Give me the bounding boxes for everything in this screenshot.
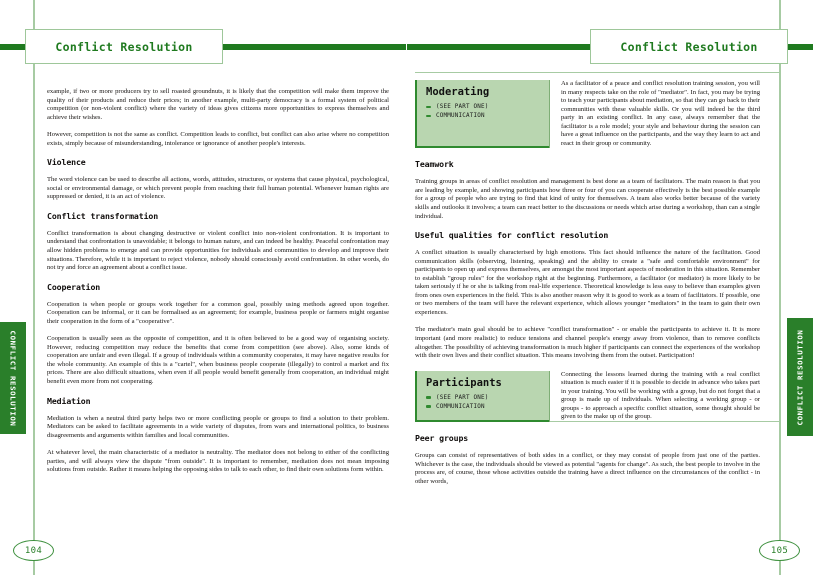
callout-moderating-list	[426, 104, 541, 119]
paragraph: Training groups in areas of conflict resolution and management is best done as a team of facilitators. The main reason is that you are leading by example, and showing participants how three or four of you can cooperate effectively is the best possible example for a group of people who are trying to find that kind of unity for themselves. A team also works better because of the variety skills and outlooks it involves; a team can react better to the discussions or needs which arise during a workshop, than can a single individual.	[415, 178, 760, 220]
paragraph: The word violence can be used to describe all actions, words, attitudes, structures, or systems that cause physical, psychological, social or environmental damage, or which prevent people from reaching their full human potential. Whenever human rights are suppressed or denied, it is an act of violence.	[47, 176, 389, 201]
callout-participants	[415, 371, 760, 422]
section-heading-violence: Violence	[47, 157, 86, 168]
callout-list-item	[426, 404, 541, 410]
dash-bullet-icon	[426, 405, 431, 408]
dash-bullet-icon	[426, 396, 431, 399]
section-heading-peer-groups: Peer groups	[415, 432, 469, 443]
page-number-right-value: 105	[770, 545, 789, 556]
callout-moderating-box	[415, 80, 549, 148]
page-number-left-value: 104	[24, 545, 43, 556]
side-tab-left-label: CONFLICT RESOLUTION	[8, 330, 18, 426]
section-heading-mediation: Mediation	[47, 395, 91, 406]
left-page-column	[47, 88, 389, 475]
callout-participants-body	[549, 371, 760, 422]
callout-moderating-body	[549, 80, 760, 148]
page-number-left	[13, 540, 54, 561]
paragraph: Groups can consist of representatives of both sides in a conflict, or they may consist of people from just one of the parties. Whichever is the case, the individuals should be viewed as potential "agents for change". As such, the best people to involve in the process are, of course, those whose activities outside the training have a direct influence on the circumstances of the conflict - in other words,	[415, 451, 760, 485]
callout-moderating-title: Moderating	[426, 86, 490, 98]
paragraph: However, competition is not the same as conflict. Competition leads to conflict, but conflict can also arise where no competition exists, simply because of misunderstanding, intolerance or ignorance of another people's interests.	[47, 131, 389, 147]
paragraph: At whatever level, the main characteristic of a mediator is neutrality. The mediator does not belong to either of the conflicting parties, and will always view the dispute "from outside". It is important to remember, mediation does not mean imposing solutions from outside. Rather it means helping the opposing sides to talk to each other, to find their own solutions form within.	[47, 449, 389, 474]
running-head-right	[590, 29, 788, 64]
callout-participants-box	[415, 371, 549, 422]
vertical-rule-left	[33, 0, 35, 575]
right-page-column	[415, 80, 760, 486]
side-tab-right-label: CONFLICT RESOLUTION	[795, 329, 805, 425]
paragraph: Connecting the lessons learned during the training with a real conflict situation is much easier if it is possible to decide in advance who takes part in your training. You will be working with a group, but do not forget that a group is made up of individuals. When selecting a working group - or groups - to approach a specific conflict situation, some thought should be given to the make up of the group.	[561, 370, 760, 421]
callout-participants-title: Participants	[426, 376, 502, 389]
side-tab-left	[0, 322, 26, 434]
paragraph: Cooperation is usually seen as the opposite of competition, and it is often believed to be a good way of organising society. However, reducing competition may reduce the benefits that come from competition (see above). Also, some kinds of cooperation are unfair and even illegal. If a group of individuals within a community cooperates, it may have negative results for the whole community. An example of this is a "cartel", when business people cooperate (illegally) to control a market and fix prices. There are also difficult situations, when even if all people would benefit generally from cooperation, an individual might benefit even more from not cooperating.	[47, 335, 389, 386]
callout-list-item	[426, 113, 541, 119]
section-heading-cooperation: Cooperation	[47, 281, 101, 292]
section-heading-conflict-transformation: Conflict transformation	[47, 210, 159, 221]
page-number-right	[759, 540, 800, 561]
callout-list-item	[426, 395, 541, 401]
paragraph: As a facilitator of a peace and conflict resolution training session, you will in many respects take on the role of "mediator". In fact, you may be trying to teach your participants about mediation, so that they can go back to their communities with these valuable skills. Or you will indeed be the third party in an existing conflict. In any case, always remember that the facilitator is a role model; your style and behaviour during the session can have a great influence on the participants, and the way they learn to act and react in their group or community.	[561, 80, 760, 147]
paragraph: A conflict situation is usually characterised by high emotions. This fact should influence the nature of the facilitation. Good communication skills (observing, listening, speaking) and the ability to create a "safe and comfortable environment" for participants to open up and express themselves, are amongst the most important aspects of moderation in this situation. Remember to establish "group rules" for the workshop right at the beginning. Furthermore, a facilitator (or mediator) is more likely to be taken seriously if he or she is talking from real-life experience. Theoretical knowledge is less easy to believe than examples given from ones own experiences in the field. This is also another reason why it is good to work as a team of facilitators. If possible, one or two members of the team will have the relevant experience, which allows younger "mediators" in the team to gain their own experiences.	[415, 249, 760, 316]
paragraph: The mediator's main goal should be to achieve "conflict transformation" - or enable the participants to achieve it. It is more important (and more realistic) to reduce tensions and channel people's energy away from violence, than to remove conflicts altogether. The possibility of achieving transformation is much higher if participants can connect the experiences of the workshop with their own lives and their conflict situation. This means involving them from the outset. Participation!	[415, 326, 760, 360]
side-tab-right	[787, 318, 813, 436]
callout-moderating	[415, 80, 760, 148]
running-head-left-label: Conflict Resolution	[55, 39, 193, 54]
running-head-right-label: Conflict Resolution	[620, 39, 758, 54]
paragraph: Mediation is when a neutral third party helps two or more conflicting people or groups to find a solution to their problem. Mediators can be asked to facilitate agreements in a wide variety of disputes, from wars and international politics, to business disagreements and arguments within families and local communities.	[47, 414, 389, 439]
paragraph: Conflict transformation is about changing destructive or violent conflict into non-violent confrontation. It is important to understand that confrontation is unavoidable; it belongs to human nature, and can indeed be healthy. Peaceful confrontation may allow hidden problems to emerge and can provide opportunities for individuals and communities to develop and improve their situations. Therefore, while it is important to reject violence, nobody should consciously avoid confrontation. In other words, do not try and force an agreement about a conflict issue.	[47, 229, 389, 272]
callout-list-item-label: (SEE PART ONE)	[436, 394, 489, 401]
vertical-rule-right-inner	[779, 72, 780, 412]
section-heading-useful-qualities: Useful qualities for conflict resolution	[415, 230, 609, 241]
callout-list-item-label: COMMUNICATION	[436, 403, 485, 410]
paragraph: example, if two or more producers try to sell roasted groundnuts, it is likely that the competition will make them improve the quality of their products and reduce their prices; in another example, multi-party democracy is a formal system of political competition (or non-violent conflict) where the variety of ideas gives citizens more opportunities to express themselves and achieve their wishes.	[47, 88, 389, 121]
dash-bullet-icon	[426, 106, 431, 109]
horizontal-rule-right-top	[415, 72, 780, 73]
paragraph: Cooperation is when people or groups work together for a common goal, possibly using methods agreed upon together. Cooperation can be informal, or it can be formalised as an agreement; for example, business people or farmers might organise their cooperation in the form of a "cooperative".	[47, 300, 389, 325]
dash-bullet-icon	[426, 115, 431, 118]
callout-list-item	[426, 104, 541, 110]
callout-list-item-label: COMMUNICATION	[436, 113, 485, 119]
callout-participants-list	[426, 395, 541, 410]
callout-list-item-label: (SEE PART ONE)	[436, 104, 489, 110]
running-head-left	[25, 29, 223, 64]
section-heading-teamwork: Teamwork	[415, 159, 454, 170]
